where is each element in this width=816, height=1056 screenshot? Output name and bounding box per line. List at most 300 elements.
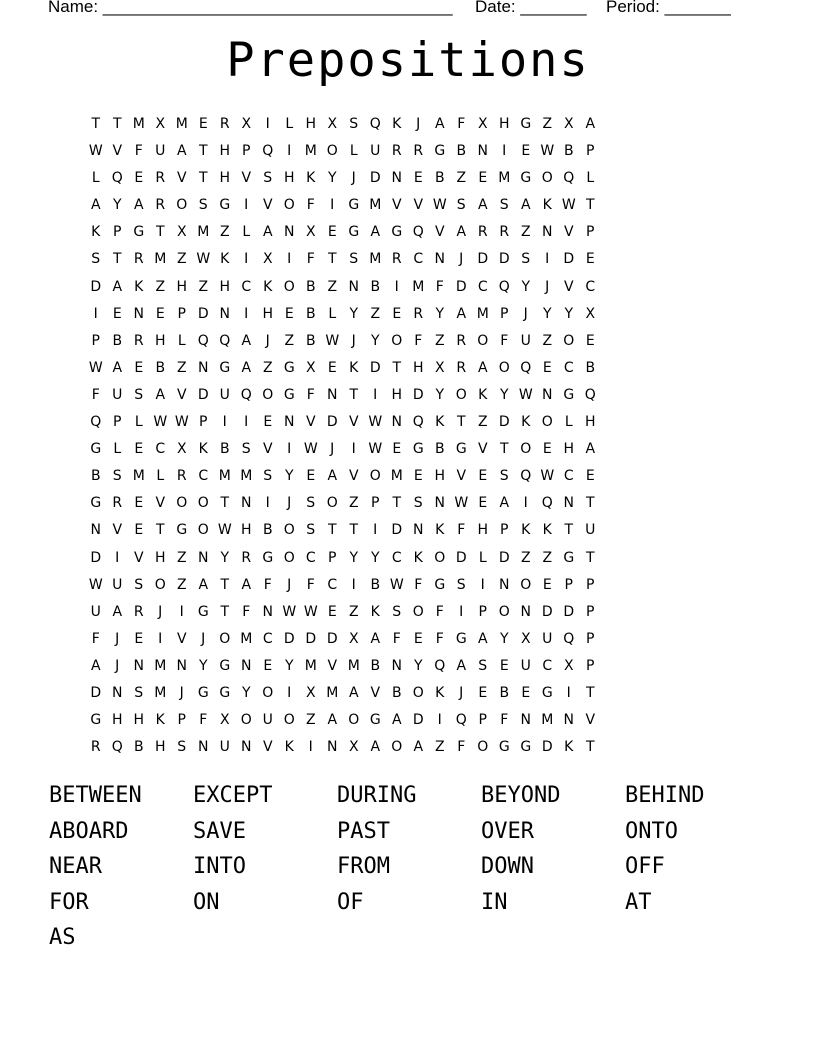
grid-letter: Y	[370, 549, 380, 566]
grid-letter: A	[456, 224, 467, 241]
grid-letter: A	[241, 359, 252, 376]
grid-letter: D	[541, 739, 553, 756]
grid-letter: H	[477, 522, 489, 539]
grid-letter: K	[413, 549, 423, 566]
grid-letter: I	[351, 441, 356, 458]
grid-letter: A	[112, 359, 123, 376]
grid-letter: D	[326, 414, 338, 431]
grid-letter: F	[500, 332, 509, 349]
grid-letter: E	[585, 251, 595, 268]
grid-row	[85, 439, 601, 466]
grid-letter: O	[283, 712, 295, 729]
grid-letter: K	[370, 603, 380, 620]
grid-letter: R	[155, 197, 166, 214]
grid-letter: I	[158, 630, 163, 647]
grid-letter: I	[459, 603, 464, 620]
grid-letter: O	[219, 630, 231, 647]
grid-letter: S	[499, 468, 509, 485]
grid-letter: Z	[176, 549, 187, 566]
grid-letter: V	[241, 170, 252, 187]
grid-letter: R	[112, 495, 123, 512]
grid-letter: X	[327, 116, 338, 132]
grid-letter: D	[369, 359, 381, 376]
grid-letter: N	[520, 603, 531, 620]
grid-letter: E	[542, 441, 552, 458]
grid-letter: T	[349, 386, 359, 403]
grid-letter: D	[326, 630, 338, 647]
grid-letter: Q	[197, 332, 209, 349]
grid-letter: K	[220, 251, 230, 268]
grid-letter: V	[477, 441, 488, 458]
grid-letter: N	[563, 495, 574, 512]
grid-letter: S	[91, 251, 101, 268]
grid-letter: A	[348, 684, 359, 701]
grid-letter: N	[284, 224, 295, 241]
word-bank-item: ABOARD	[49, 818, 129, 844]
grid-letter: Z	[456, 170, 467, 187]
grid-letter: O	[412, 684, 424, 701]
grid-letter: N	[542, 386, 553, 403]
grid-row	[85, 385, 601, 412]
grid-letter: A	[112, 603, 123, 620]
grid-letter: D	[498, 251, 510, 268]
grid-letter: E	[284, 305, 294, 322]
grid-letter: M	[390, 468, 403, 485]
grid-letter: H	[133, 712, 145, 729]
grid-letter: X	[241, 116, 252, 132]
grid-letter: G	[219, 657, 231, 674]
grid-letter: B	[305, 278, 316, 295]
grid-row	[85, 249, 601, 276]
word-bank-item: OVER	[481, 818, 534, 844]
grid-letter: V	[563, 224, 574, 241]
grid-letter: N	[198, 359, 209, 376]
grid-letter: P	[177, 305, 186, 322]
grid-letter: P	[586, 657, 595, 674]
grid-letter: E	[134, 495, 144, 512]
grid-letter: T	[585, 495, 595, 512]
grid-letter: W	[88, 143, 103, 160]
grid-letter: O	[283, 522, 295, 539]
grid-letter: N	[434, 495, 445, 512]
grid-letter: Q	[111, 739, 123, 756]
grid-row	[85, 358, 601, 385]
grid-letter: T	[91, 116, 101, 132]
grid-letter: X	[176, 441, 187, 458]
grid-letter: B	[219, 441, 230, 458]
grid-letter: B	[262, 522, 273, 539]
grid-letter: I	[179, 603, 184, 620]
grid-letter: F	[306, 386, 315, 403]
grid-row	[85, 575, 601, 602]
grid-letter: Z	[176, 576, 187, 593]
grid-letter: A	[133, 197, 144, 214]
grid-letter: E	[155, 305, 165, 322]
grid-letter: O	[563, 332, 575, 349]
grid-letter: V	[176, 170, 187, 187]
grid-letter: M	[218, 468, 231, 485]
grid-letter: G	[369, 712, 381, 729]
grid-letter: K	[435, 414, 445, 431]
grid-letter: O	[498, 359, 510, 376]
grid-letter: I	[265, 495, 270, 512]
date-field[interactable]: Date: _______	[475, 0, 587, 16]
grid-letter: Z	[262, 359, 273, 376]
grid-letter: I	[351, 576, 356, 593]
word-bank-item: INTO	[193, 854, 246, 879]
grid-letter: P	[564, 576, 573, 593]
grid-letter: A	[585, 441, 596, 458]
grid-letter: X	[348, 630, 359, 647]
grid-letter: Y	[220, 549, 230, 566]
grid-letter: E	[478, 684, 488, 701]
grid-letter: O	[283, 197, 295, 214]
grid-letter: J	[416, 116, 421, 132]
grid-letter: V	[112, 522, 123, 539]
grid-letter: S	[499, 197, 509, 214]
grid-letter: I	[480, 576, 485, 593]
grid-letter: K	[198, 441, 208, 458]
grid-letter: J	[115, 630, 120, 647]
grid-letter: I	[287, 143, 292, 160]
grid-letter: W	[518, 386, 533, 403]
grid-letter: V	[327, 657, 338, 674]
grid-letter: B	[434, 441, 445, 458]
grid-letter: G	[391, 224, 403, 241]
grid-letter: N	[241, 495, 252, 512]
word-bank-item: ON	[193, 889, 220, 915]
grid-letter: G	[283, 359, 295, 376]
grid-letter: F	[435, 603, 444, 620]
grid-letter: W	[432, 197, 447, 214]
grid-letter: G	[219, 359, 231, 376]
grid-letter: V	[348, 468, 359, 485]
grid-letter: E	[263, 657, 273, 674]
grid-letter: R	[176, 468, 187, 485]
grid-row	[85, 168, 601, 195]
word-bank-item: BEHIND	[625, 783, 705, 808]
grid-letter: H	[305, 116, 317, 132]
grid-letter: K	[392, 116, 402, 132]
grid-letter: Y	[564, 305, 574, 322]
grid-letter: I	[566, 684, 571, 701]
grid-letter: K	[435, 684, 445, 701]
grid-letter: E	[134, 441, 144, 458]
grid-letter: O	[262, 386, 274, 403]
grid-letter: K	[435, 522, 445, 539]
grid-letter: U	[112, 576, 123, 593]
grid-letter: N	[327, 386, 338, 403]
grid-row	[85, 602, 601, 629]
grid-letter: Z	[176, 359, 187, 376]
grid-row	[85, 466, 601, 493]
grid-letter: A	[155, 386, 166, 403]
grid-letter: T	[585, 197, 595, 214]
grid-letter: R	[477, 224, 488, 241]
grid-letter: R	[219, 116, 230, 132]
grid-letter: J	[523, 305, 528, 322]
grid-row	[85, 493, 601, 520]
grid-letter: Z	[542, 116, 553, 132]
grid-letter: T	[220, 576, 230, 593]
grid-letter: Z	[327, 278, 338, 295]
grid-letter: E	[198, 116, 208, 132]
grid-letter: C	[198, 468, 209, 485]
grid-letter: U	[155, 143, 166, 160]
grid-letter: O	[154, 576, 166, 593]
grid-letter: Q	[90, 414, 102, 431]
grid-letter: C	[542, 657, 553, 674]
grid-letter: G	[434, 576, 446, 593]
grid-letter: E	[521, 143, 531, 160]
grid-letter: B	[112, 332, 123, 349]
grid-letter: G	[434, 143, 446, 160]
grid-letter: H	[219, 170, 231, 187]
grid-letter: X	[434, 359, 445, 376]
grid-letter: Y	[327, 170, 337, 187]
grid-letter: Q	[219, 332, 231, 349]
grid-letter: O	[520, 576, 532, 593]
grid-row	[85, 277, 601, 304]
grid-letter: H	[176, 278, 188, 295]
grid-letter: P	[586, 224, 595, 241]
grid-letter: A	[370, 630, 381, 647]
grid-letter: S	[134, 386, 144, 403]
grid-letter: T	[349, 522, 359, 539]
grid-letter: Q	[563, 170, 575, 187]
grid-letter: D	[90, 278, 102, 295]
grid-letter: V	[133, 549, 144, 566]
grid-letter: M	[197, 224, 210, 241]
grid-letter: M	[498, 170, 511, 187]
grid-letter: E	[585, 468, 595, 485]
grid-row	[85, 520, 601, 547]
grid-row	[85, 195, 601, 222]
grid-letter: W	[196, 251, 211, 268]
grid-letter: A	[327, 712, 338, 729]
grid-letter: L	[349, 143, 358, 160]
grid-letter: A	[477, 359, 488, 376]
grid-letter: N	[327, 739, 338, 756]
grid-letter: Q	[240, 386, 252, 403]
grid-letter: J	[351, 170, 356, 187]
grid-letter: O	[326, 495, 338, 512]
word-bank-item: OF	[337, 889, 364, 915]
grid-letter: J	[351, 332, 356, 349]
grid-letter: C	[155, 441, 166, 458]
grid-letter: M	[304, 143, 317, 160]
grid-letter: O	[541, 414, 553, 431]
grid-letter: I	[287, 251, 292, 268]
grid-letter: N	[499, 576, 510, 593]
grid-letter: O	[477, 739, 489, 756]
grid-letter: I	[545, 251, 550, 268]
grid-letter: H	[283, 170, 295, 187]
grid-letter: F	[91, 386, 100, 403]
grid-letter: N	[477, 143, 488, 160]
grid-letter: W	[174, 414, 189, 431]
grid-letter: E	[478, 468, 488, 485]
grid-letter: K	[564, 739, 574, 756]
grid-letter: T	[564, 522, 574, 539]
grid-letter: A	[370, 224, 381, 241]
grid-letter: B	[456, 143, 467, 160]
grid-letter: X	[262, 251, 273, 268]
grid-letter: M	[326, 684, 339, 701]
grid-letter: O	[391, 332, 403, 349]
grid-letter: X	[563, 657, 574, 674]
grid-letter: N	[563, 712, 574, 729]
period-field[interactable]: Period: _______	[606, 0, 731, 16]
grid-letter: G	[262, 549, 274, 566]
grid-letter: A	[262, 224, 273, 241]
grid-letter: R	[413, 143, 424, 160]
grid-letter: A	[456, 305, 467, 322]
grid-letter: C	[585, 278, 596, 295]
grid-letter: T	[112, 116, 122, 132]
grid-letter: A	[241, 332, 252, 349]
grid-letter: B	[133, 739, 144, 756]
grid-letter: F	[242, 603, 251, 620]
grid-letter: G	[520, 170, 532, 187]
grid-letter: K	[542, 197, 552, 214]
grid-letter: A	[391, 712, 402, 729]
grid-letter: P	[500, 305, 509, 322]
grid-letter: Y	[241, 684, 251, 701]
word-bank-item: AS	[49, 925, 76, 950]
grid-letter: X	[219, 712, 230, 729]
grid-letter: E	[585, 332, 595, 349]
grid-letter: J	[287, 495, 292, 512]
grid-letter: L	[156, 468, 165, 485]
grid-letter: Y	[370, 332, 380, 349]
grid-letter: D	[563, 603, 575, 620]
grid-letter: H	[584, 414, 596, 431]
grid-letter: U	[520, 332, 531, 349]
grid-letter: Y	[413, 657, 423, 674]
grid-letter: S	[112, 468, 122, 485]
grid-row	[85, 656, 601, 683]
grid-letter: B	[370, 576, 381, 593]
grid-letter: F	[414, 332, 423, 349]
grid-letter: J	[179, 684, 184, 701]
grid-letter: P	[113, 414, 122, 431]
grid-letter: U	[262, 712, 273, 729]
grid-letter: V	[176, 386, 187, 403]
grid-letter: R	[456, 332, 467, 349]
grid-letter: G	[455, 630, 467, 647]
grid-letter: Q	[111, 170, 123, 187]
grid-letter: J	[459, 684, 464, 701]
grid-letter: W	[561, 197, 576, 214]
grid-letter: O	[197, 522, 209, 539]
grid-letter: J	[545, 278, 550, 295]
grid-letter: G	[283, 386, 295, 403]
grid-letter: V	[305, 414, 316, 431]
grid-letter: A	[520, 197, 531, 214]
grid-letter: E	[134, 359, 144, 376]
grid-row	[85, 304, 601, 331]
grid-letter: F	[457, 739, 466, 756]
grid-letter: O	[176, 197, 188, 214]
grid-letter: D	[90, 549, 102, 566]
grid-letter: M	[154, 251, 167, 268]
grid-letter: O	[176, 495, 188, 512]
grid-letter: G	[176, 522, 188, 539]
grid-letter: P	[586, 143, 595, 160]
grid-letter: D	[498, 414, 510, 431]
grid-letter: N	[413, 522, 424, 539]
grid-letter: I	[437, 712, 442, 729]
grid-letter: M	[412, 278, 425, 295]
grid-letter: P	[328, 549, 337, 566]
grid-letter: F	[457, 522, 466, 539]
grid-letter: V	[348, 414, 359, 431]
grid-letter: B	[563, 143, 574, 160]
grid-letter: B	[391, 684, 402, 701]
grid-letter: T	[198, 170, 208, 187]
grid-letter: F	[500, 712, 509, 729]
grid-letter: U	[90, 603, 101, 620]
grid-letter: U	[520, 657, 531, 674]
grid-letter: E	[521, 684, 531, 701]
grid-letter: S	[198, 197, 208, 214]
grid-row	[85, 222, 601, 249]
grid-letter: E	[306, 468, 316, 485]
grid-letter: J	[287, 576, 292, 593]
word-bank-row	[49, 815, 769, 851]
grid-letter: X	[348, 739, 359, 756]
grid-letter: G	[133, 224, 145, 241]
grid-letter: H	[154, 739, 166, 756]
grid-letter: S	[134, 576, 144, 593]
grid-letter: M	[541, 712, 554, 729]
grid-letter: I	[244, 305, 249, 322]
grid-letter: G	[563, 386, 575, 403]
grid-letter: O	[369, 468, 381, 485]
grid-letter: F	[91, 630, 100, 647]
word-bank-item: AT	[625, 889, 652, 915]
grid-letter: A	[499, 495, 510, 512]
grid-letter: N	[520, 712, 531, 729]
grid-letter: A	[90, 657, 101, 674]
grid-letter: B	[434, 170, 445, 187]
grid-letter: C	[305, 549, 316, 566]
grid-letter: H	[412, 359, 424, 376]
grid-letter: J	[115, 657, 120, 674]
grid-letter: Z	[370, 305, 381, 322]
grid-letter: D	[412, 712, 424, 729]
grid-letter: D	[498, 549, 510, 566]
grid-letter: E	[392, 305, 402, 322]
grid-letter: W	[325, 332, 340, 349]
grid-letter: W	[303, 441, 318, 458]
grid-letter: I	[244, 197, 249, 214]
grid-letter: A	[456, 657, 467, 674]
grid-letter: V	[563, 278, 574, 295]
grid-letter: L	[242, 224, 251, 241]
grid-letter: X	[305, 684, 316, 701]
name-field[interactable]: Name: _____________________________________	[48, 0, 453, 16]
grid-letter: Q	[412, 414, 424, 431]
grid-row	[85, 737, 601, 764]
grid-letter: A	[477, 197, 488, 214]
grid-letter: C	[327, 576, 338, 593]
grid-letter: M	[476, 305, 489, 322]
grid-letter: M	[369, 197, 382, 214]
grid-letter: B	[499, 684, 510, 701]
grid-letter: O	[520, 441, 532, 458]
